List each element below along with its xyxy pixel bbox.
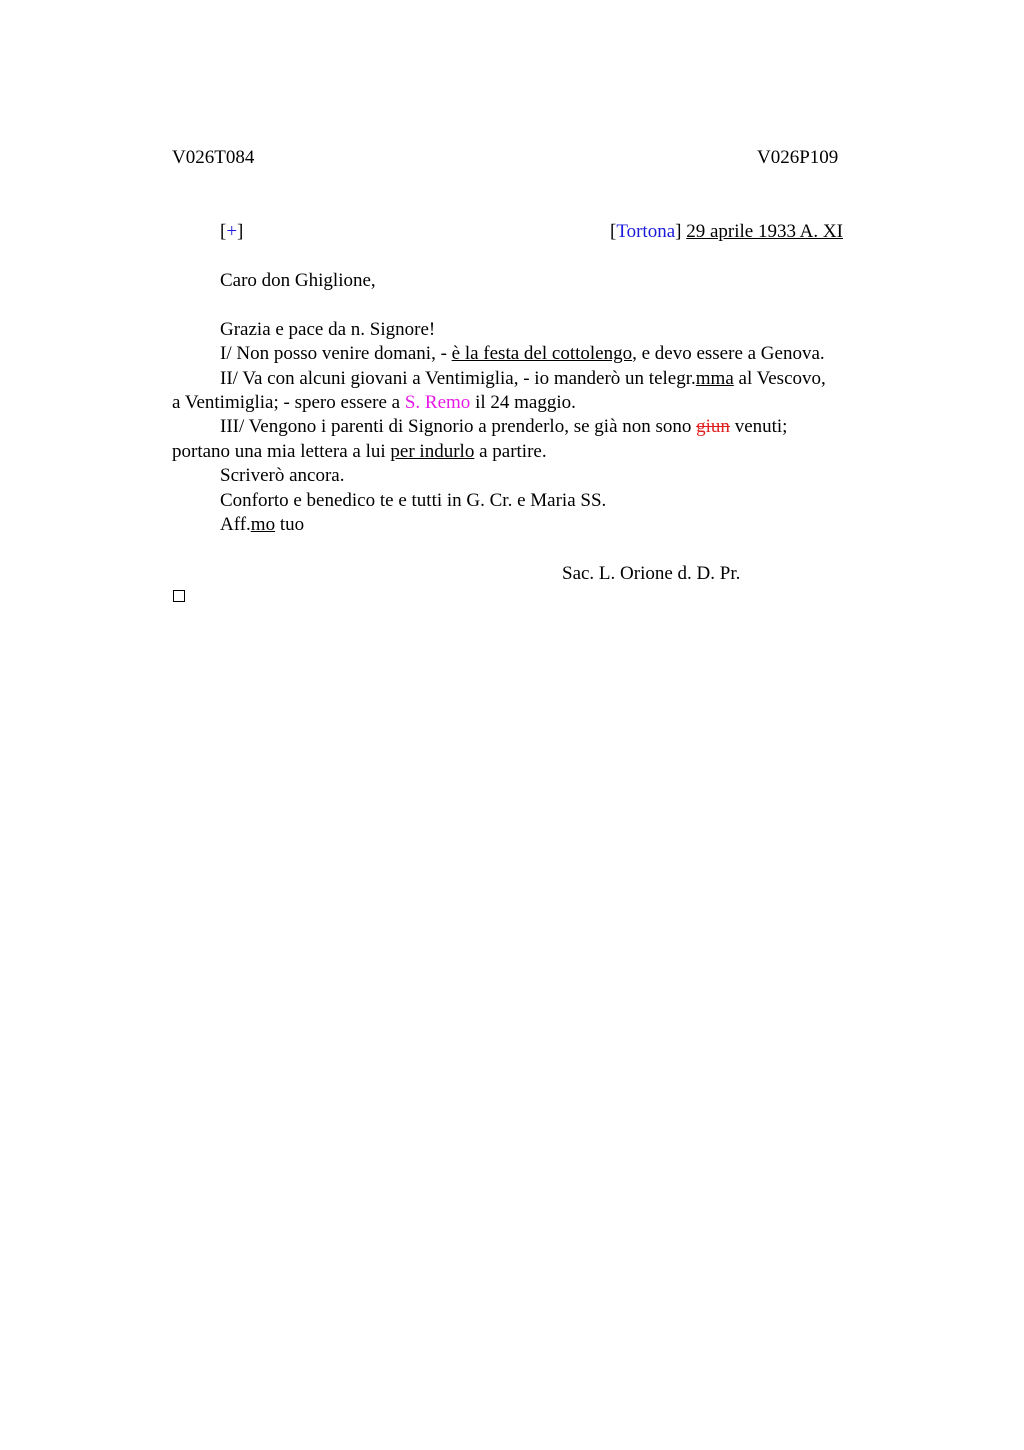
dateline: [610, 220, 843, 244]
greeting: Grazia e pace da n. Signore!: [220, 319, 436, 340]
cross-mark: [+]: [220, 221, 244, 242]
paragraph-1: I/ Non posso venire domani, - è la festa del cottolengo, e devo essere a Genova.: [220, 343, 825, 364]
place-bracket-open: [: [610, 221, 617, 242]
paragraph-3-line-1: III/ Vengono i parenti di Signorio a prenderlo, se già non sono giun venuti;: [220, 416, 788, 437]
signature: Sac. L. Orione d. D. Pr.: [562, 563, 741, 584]
line-conforto: Conforto e benedico te e tutti in G. Cr. e Maria SS.: [220, 490, 607, 511]
line-scrivero: Scriverò ancora.: [220, 465, 345, 486]
document-code-left: V026T084: [172, 147, 255, 168]
letter-date: 29 aprile 1933 A. XI: [686, 221, 843, 242]
place-name: Tortona: [616, 221, 676, 242]
deleted-word: giun: [696, 416, 730, 437]
paragraph-2-line-2: a Ventimiglia; - spero essere a S. Remo il 24 maggio.: [172, 392, 576, 413]
highlighted-place: S. Remo: [404, 392, 471, 413]
place-bracket-close: ]: [675, 221, 682, 242]
document-code-right: V026P109: [757, 147, 839, 168]
paragraph-2-line-1: II/ Va con alcuni giovani a Ventimiglia, - io manderò un telegr.mma al Vescovo,: [220, 368, 826, 389]
paragraph-3-line-2: portano una mia lettera a lui per indurlo a partire.: [172, 441, 547, 462]
salutation: Caro don Ghiglione,: [220, 270, 376, 291]
closing: Aff.mo tuo: [220, 514, 305, 535]
end-square-icon: [173, 590, 185, 602]
